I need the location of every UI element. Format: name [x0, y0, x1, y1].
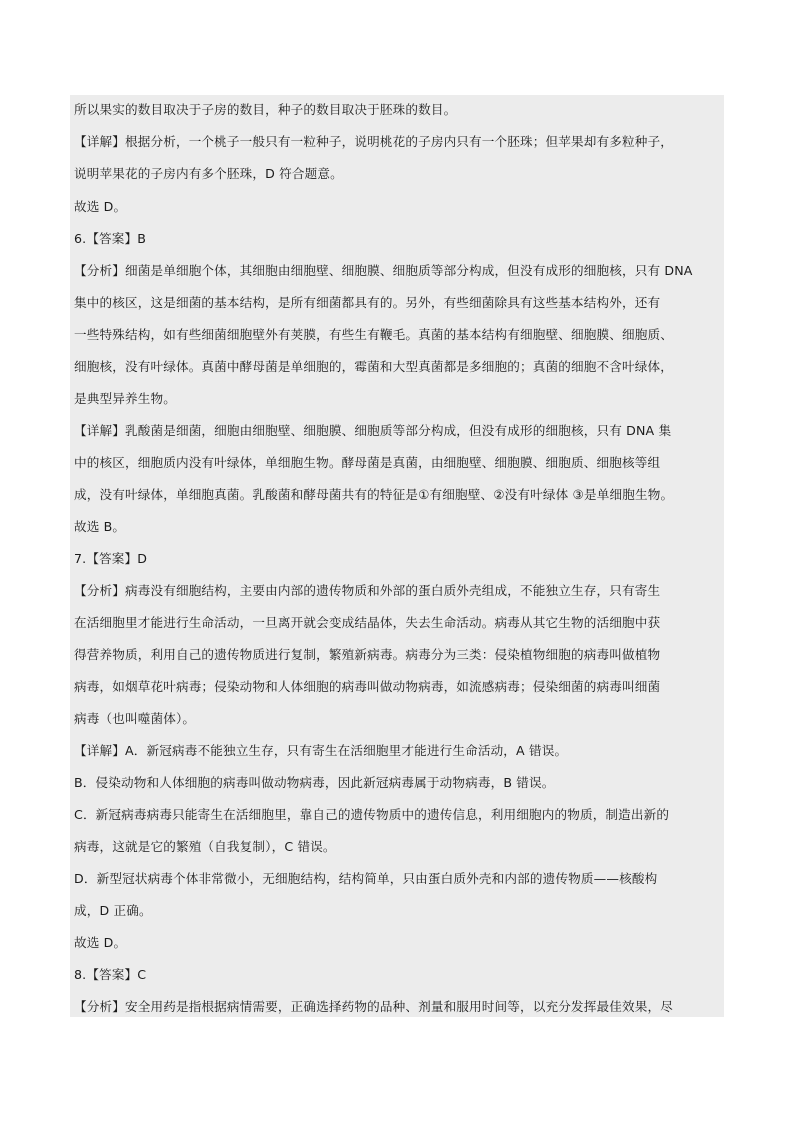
- text-line: 集中的核区，这是细菌的基本结构，是所有细菌都具有的。另外，有些细菌除具有这些基本结构外，还有: [74, 295, 661, 310]
- text-line: 【分析】安全用药是指根据病情需要，正确选择药物的品种、剂量和服用时间等，以充分发挥最佳效果，尽: [74, 999, 673, 1014]
- text-line: 故选 D。: [74, 935, 127, 950]
- text-line: 【详解】根据分析，一个桃子一般只有一粒种子，说明桃花的子房内只有一个胚珠；但苹果却有多粒种子，: [74, 134, 673, 149]
- text-line: 说明苹果花的子房内有多个胚珠，D 符合题意。: [74, 166, 343, 181]
- text-line: 成，没有叶绿体，单细胞真菌。乳酸菌和酵母菌共有的特征是①有细胞壁、②没有叶绿体 ③是单细胞生物。: [74, 487, 674, 502]
- text-line: D．新型冠状病毒个体非常微小，无细胞结构，结构简单，只由蛋白质外壳和内部的遗传物质——核酸构: [74, 871, 658, 886]
- question-answer: 7.【答案】D: [74, 551, 148, 566]
- text-line: 一些特殊结构，如有些细菌细胞壁外有荚膜，有些生有鞭毛。真菌的基本结构有细胞壁、细胞膜、细胞质、: [74, 327, 673, 342]
- text-line: C．新冠病毒病毒只能寄生在活细胞里，靠自己的遗传物质中的遗传信息，利用细胞内的物质，制造出新的: [74, 807, 670, 822]
- text-line: B．侵染动物和人体细胞的病毒叫做动物病毒，因此新冠病毒属于动物病毒，B 错误。: [74, 775, 555, 790]
- text-line: 【分析】病毒没有细胞结构，主要由内部的遗传物质和外部的蛋白质外壳组成，不能独立生存，只有寄生: [74, 583, 661, 598]
- question-answer: 6.【答案】B: [74, 231, 147, 246]
- text-line: 所以果实的数目取决于子房的数目，种子的数目取决于胚珠的数目。: [74, 102, 457, 117]
- text-line: 是典型异养生物。: [74, 391, 176, 406]
- text-line: 故选 D。: [74, 199, 127, 214]
- text-line: 细胞核，没有叶绿体。真菌中酵母菌是单细胞的，霉菌和大型真菌都是多细胞的；真菌的细胞不含叶绿体，: [74, 359, 673, 374]
- text-line: 在活细胞里才能进行生命活动，一旦离开就会变成结晶体，失去生命活动。病毒从其它生物的活细胞中获: [74, 615, 661, 630]
- text-line: 故选 B。: [74, 519, 126, 534]
- text-line: 【分析】细菌是单细胞个体，其细胞由细胞壁、细胞膜、细胞质等部分构成，但没有成形的细胞核，只有 DNA: [74, 263, 693, 278]
- text-line: 【详解】A．新冠病毒不能独立生存，只有寄生在活细胞里才能进行生命活动，A 错误。: [74, 743, 568, 758]
- text-line: 得营养物质，利用自己的遗传物质进行复制，繁殖新病毒。病毒分为三类：侵染植物细胞的病毒叫做植物: [74, 647, 661, 662]
- text-line: 中的核区，细胞质内没有叶绿体，单细胞生物。酵母菌是真菌，由细胞壁、细胞膜、细胞质、细胞核等组: [74, 455, 661, 470]
- question-answer: 8.【答案】C: [74, 967, 147, 982]
- text-line: 病毒，这就是它的繁殖（自我复制），C 错误。: [74, 839, 336, 854]
- text-line: 【详解】乳酸菌是细菌，细胞由细胞壁、细胞膜、细胞质等部分构成，但没有成形的细胞核，只有 DNA 集: [74, 423, 672, 438]
- text-line: 病毒，如烟草花叶病毒；侵染动物和人体细胞的病毒叫做动物病毒，如流感病毒；侵染细菌的病毒叫细菌: [74, 679, 661, 694]
- text-line: 成，D 正确。: [74, 903, 152, 918]
- answer-explanation-block: [70, 95, 724, 1017]
- text-line: 病毒（也叫噬菌体）。: [74, 711, 196, 726]
